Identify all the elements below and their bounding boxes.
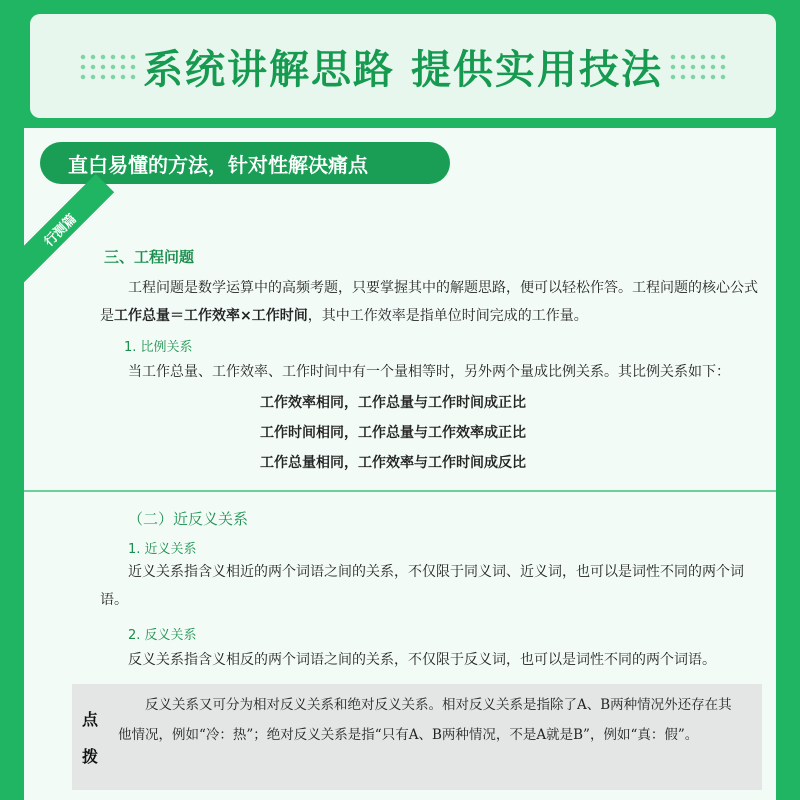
subsection-title-ratio: 1. 比例关系 xyxy=(124,340,193,355)
subsection-title-antonym: 2. 反义关系 xyxy=(128,628,197,643)
rule-line: 工作总量相同，工作效率与工作时间成反比 xyxy=(260,455,526,471)
tip-text: 反义关系又可分为相对反义关系和绝对反义关系。相对反义关系是指除了A、B两种情况外还存在其他情况，例如“冷：热”；绝对反义关系是指“只有A、B两种情况，不是A就是B”，例如“真：假”。 xyxy=(118,697,732,743)
antonym-paragraph: 反义关系指含义相反的两个词语之间的关系，不仅限于反义词，也可以是词性不同的两个词语。 xyxy=(128,652,716,668)
dots-decoration-right xyxy=(668,52,728,82)
engineering-intro xyxy=(100,274,760,330)
banner-title: 系统讲解思路 提供实用技法 xyxy=(143,46,663,93)
rule-line: 工作时间相同，工作总量与工作效率成正比 xyxy=(260,425,526,441)
intro-start: 工程问题是数学运算中的高频考题，只要掌握其中的解题思路，便可以轻松作答。工程问题的核心公式是 xyxy=(100,280,758,324)
divider-line xyxy=(24,490,776,492)
page-panel xyxy=(24,128,776,800)
intro-end: ，其中工作效率是指单位时间完成的工作量。 xyxy=(307,308,588,324)
ratio-paragraph: 当工作总量、工作效率、工作时间中有一个量相等时，另外两个量成比例关系。其比例关系如下： xyxy=(128,364,730,380)
rule-line: 工作效率相同，工作总量与工作时间成正比 xyxy=(260,395,526,411)
dots-decoration-left xyxy=(78,52,138,82)
section-title-engineering: 三、工程问题 xyxy=(104,248,195,266)
feature-pill: 直白易懂的方法，针对性解决痛点 xyxy=(40,142,450,184)
tip-label-char: 拨 xyxy=(81,747,98,766)
synonym-paragraph: 近义关系指含义相近的两个词语之间的关系，不仅限于同义词、近义词，也可以是词性不同的两个词语。 xyxy=(100,564,744,608)
tip-label xyxy=(72,684,108,790)
tip-label-char: 点 xyxy=(81,710,98,729)
section-title-synonym-antonym: （二）近反义关系 xyxy=(128,510,249,528)
tip-box xyxy=(72,684,762,790)
core-formula: 工作总量＝工作效率×工作时间 xyxy=(114,308,308,324)
subsection-title-synonym: 1. 近义关系 xyxy=(128,542,197,557)
header-banner xyxy=(30,14,776,118)
corner-ribbon: 行测篇 xyxy=(24,174,114,284)
